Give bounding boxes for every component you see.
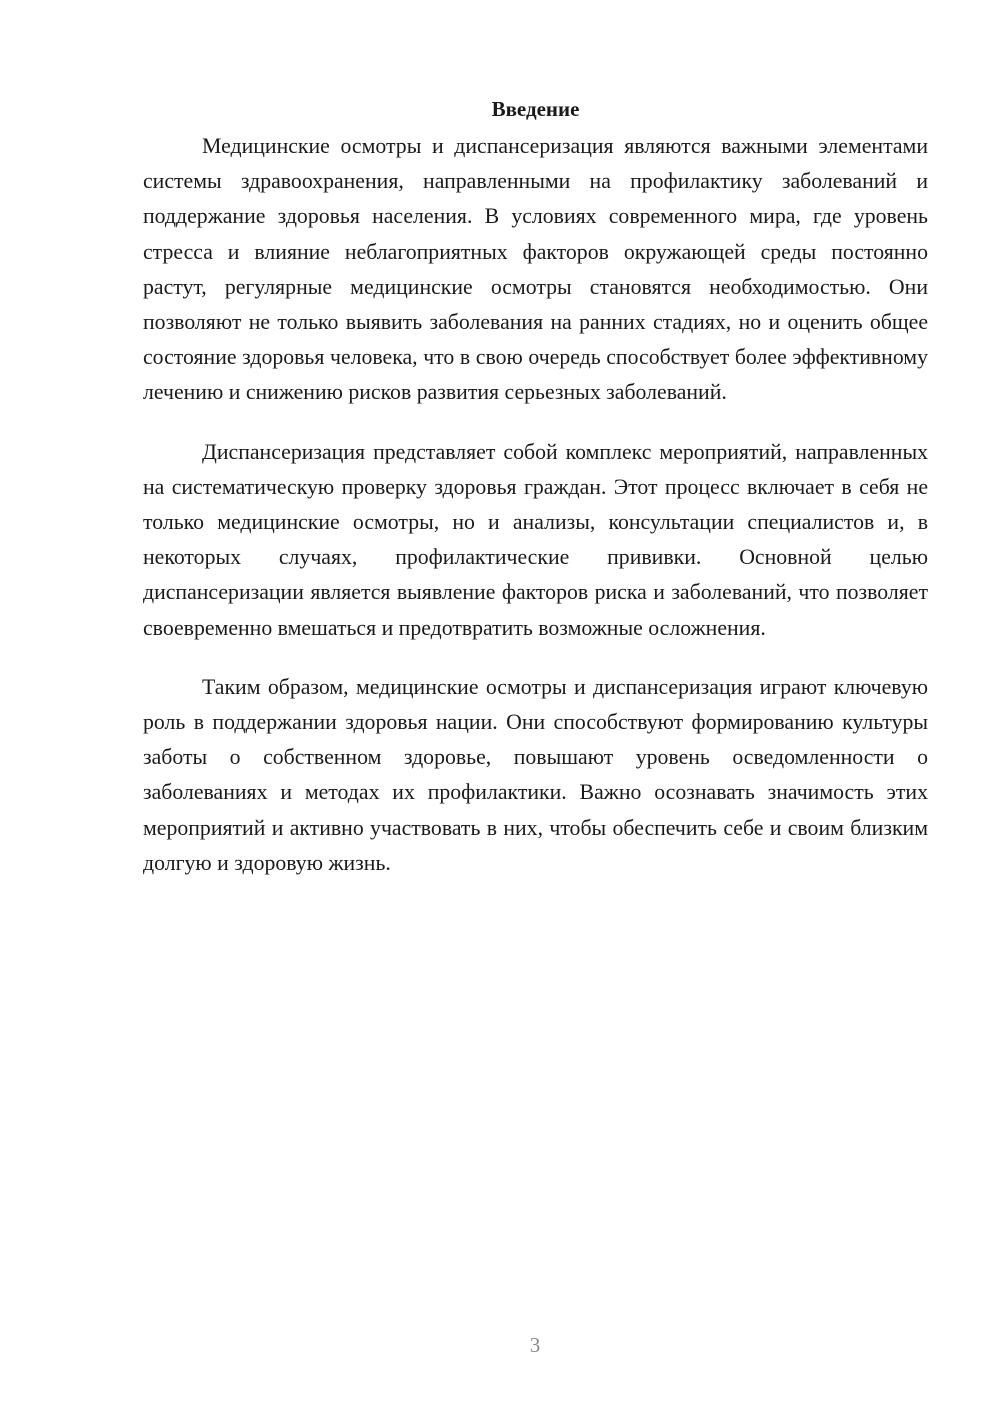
document-body <box>143 92 928 905</box>
paragraph-2: Диспансеризация представляет собой комплекс мероприятий, направленных на систематическую проверку здоровья граждан. Этот процесс включает в себя не только медицинские осмотры, но и анализы, консультации специалистов и, в некоторых случаях, профилактические прививки. Основной целью диспансеризации является выявление факторов риска и заболеваний, что позволяет своевременно вмешаться и предотвратить возможные осложнения. <box>143 439 928 640</box>
page-number: 3 <box>529 1333 541 1357</box>
section-title: Введение <box>491 97 580 121</box>
paragraph-3: Таким образом, медицинские осмотры и диспансеризация играют ключевую роль в поддержании здоровья нации. Они способствуют формированию культуры заботы о собственном здоровье, повышают уровень осведомленности о заболеваниях и методах их профилактики. Важно осознавать значимость этих мероприятий и активно участвовать в них, чтобы обеспечить себе и своим близким долгую и здоровую жизнь. <box>143 674 928 875</box>
paragraph-1: Медицинские осмотры и диспансеризация являются важными элементами системы здравоохранения, направленными на профилактику заболеваний и поддержание здоровья населения. В условиях современного мира, где уровень стресса и влияние неблагоприятных факторов окружающей среды постоянно растут, регулярные медицинские осмотры становятся необходимостью. Они позволяют не только выявить заболевания на ранних стадиях, но и оценить общее состояние здоровья человека, что в свою очередь способствует более эффективному лечению и снижению рисков развития серьезных заболеваний. <box>143 134 928 405</box>
